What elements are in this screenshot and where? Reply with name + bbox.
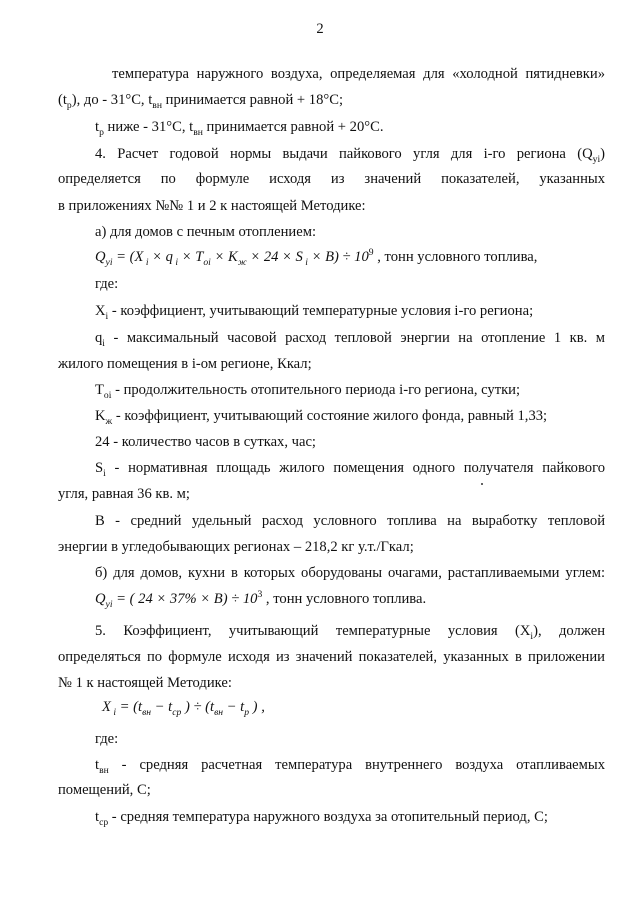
definition-line: $q_i$ - максимальный часовой расход тепловой энергии на отопление 1 кв. м — [95, 330, 605, 349]
definition-line: $t_{ср}$ - средняя температура наружного воздуха за отопительный период, С; — [95, 809, 548, 828]
paragraph-line: где: — [95, 276, 119, 292]
paragraph-line: $t_p$ ниже - 31°С, $t_{вн}$ принимается равной + 20°С. — [95, 119, 384, 138]
paragraph-line: угля, равная 36 кв. м; — [58, 486, 190, 502]
paragraph-line: температура наружного воздуха, определяемая для «холодной пятидневки» — [112, 66, 605, 82]
paragraph-line: № 1 к настоящей Методике: — [58, 675, 232, 691]
definition-line: $T_{oi}$ - продолжительность отопительного периода i-го региона, сутки; — [95, 382, 521, 401]
paragraph-line: б) для домов, кухни в которых оборудованы очагами, растапливаемыми углем: — [95, 565, 605, 581]
definition-line: $t_{вн}$ - средняя расчетная температура внутреннего воздуха отапливаемых — [95, 757, 605, 776]
definition-line: $S_i$ - нормативная площадь жилого помещения одного получателя пайкового — [95, 460, 605, 479]
paragraph-line: $(t_p)$, до - 31°С, $t_{вн}$ принимается равной + 18°С; — [58, 92, 343, 111]
scan-speck — [481, 483, 483, 485]
section-heading-line: 4. Расчет годовой нормы выдачи пайкового угля для i-го региона $(Q_{yi})$ — [95, 146, 605, 165]
page-number: 2 — [316, 21, 324, 37]
formula-qyi-stove: $Q_{yi} = (X$ $_i$ × q $_i \times T_{oi} \times K_ж \times 24 \times S$ $_i \times B) \div 10^9$ , тонн условного топлива, — [95, 247, 538, 268]
paragraph-line: помещений, С; — [58, 782, 151, 798]
formula-xi: X $_i = (t_{вн} - t_{ср}$ ) ÷ ($t_{вн} - t_p$ ) , — [102, 699, 265, 718]
definition-line: $K_ж$ - коэффициент, учитывающий состояние жилого фонда, равный 1,33; — [95, 408, 548, 427]
paragraph-line: а) для домов с печным отоплением: — [95, 224, 317, 240]
paragraph-line: где: — [95, 731, 119, 747]
section-heading-line: 5. Коэффициент, учитывающий температурные условия $(X_i)$, должен — [95, 623, 605, 642]
definition-line: В - средний удельный расход условного топлива на выработку тепловой — [95, 513, 605, 529]
definition-line: $X_i$ - коэффициент, учитывающий температурные условия i-го региона; — [95, 303, 534, 322]
definition-line: 24 - количество часов в сутках, час; — [95, 434, 316, 450]
paragraph-line: жилого помещения в i-ом регионе, Ккал; — [58, 356, 312, 372]
paragraph-line: в приложениях №№ 1 и 2 к настоящей Методике: — [58, 198, 366, 214]
paragraph-line: энергии в угледобывающих регионах – 218,2 кг у.т./Гкал; — [58, 539, 414, 555]
paragraph-line: определяться по формуле исходя из значений показателей, указанных в приложении — [58, 649, 605, 665]
formula-qyi-hearth: $Q_{yi}$ = ( $24 \times 37\% \times B) \div 10^3$ , тонн условного топлива. — [95, 589, 427, 610]
paragraph-line: определяется по формуле исходя из значений показателей, указанных — [58, 171, 605, 187]
